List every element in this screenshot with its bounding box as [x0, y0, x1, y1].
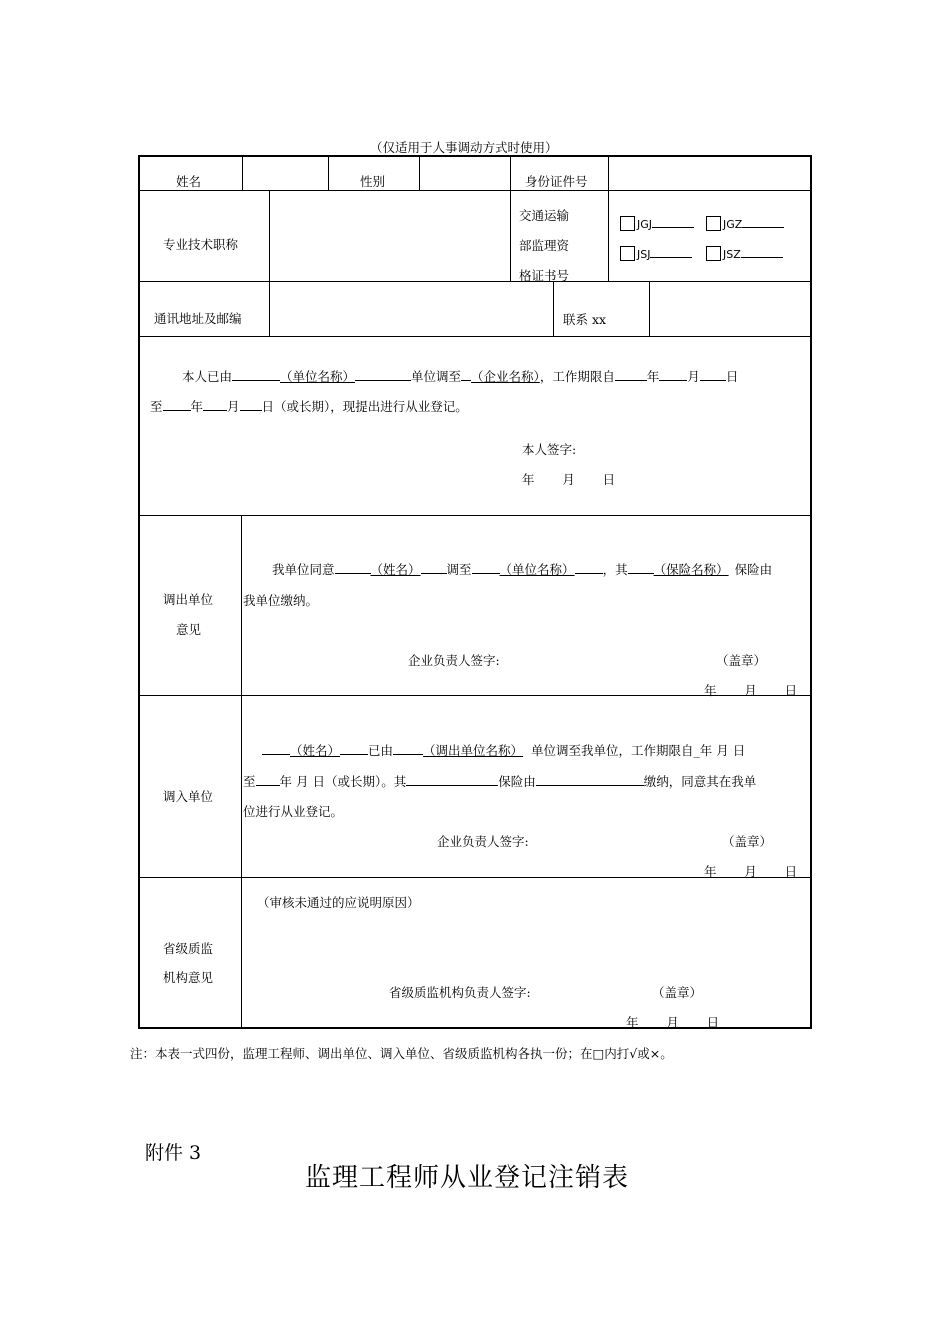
out-unit-stamp: （盖章）	[716, 653, 767, 668]
cert-option-jsz[interactable]: JSZ	[706, 246, 783, 261]
province-label-line2: 机构意见	[163, 970, 214, 985]
self-signature-label: 本人签字:	[522, 442, 577, 457]
province-date: 年 月 日	[626, 1015, 720, 1030]
in-unit-statement-line1: （姓名） 已由 （调出单位名称） 单位调至我单位，工作期限自_年 月 日	[262, 741, 745, 759]
out-unit-date: 年 月 日	[704, 683, 798, 698]
professional-title-field[interactable]	[271, 192, 509, 280]
in-unit-statement-line3: 位进行从业登记。	[243, 804, 344, 819]
cert-label-line2: 部监理资	[519, 238, 570, 253]
out-unit-signature-label: 企业负责人签字:	[408, 653, 500, 668]
gender-field[interactable]	[421, 157, 509, 189]
address-label: 通讯地址及邮编	[154, 311, 242, 326]
checkbox-icon[interactable]	[706, 246, 721, 261]
out-unit-statement-line2: 我单位缴纳。	[243, 593, 319, 608]
cert-option-jgj[interactable]: JGJ	[620, 216, 694, 231]
id-number-label: 身份证件号	[525, 174, 588, 189]
province-label-line1: 省级质监	[163, 941, 214, 956]
contact-label: 联系 xx	[563, 312, 607, 327]
cert-option-jsj[interactable]: JSJ	[620, 246, 692, 261]
out-unit-label-line1: 调出单位	[163, 592, 214, 607]
professional-title-label: 专业技术职称	[163, 237, 239, 252]
gender-label: 性别	[360, 174, 386, 189]
name-label: 姓名	[176, 174, 202, 189]
in-unit-signature-label: 企业负责人签字:	[437, 834, 529, 849]
checkbox-icon[interactable]	[706, 216, 721, 231]
in-unit-statement-line2: 至 年 月 日（或长期）。其 保险由 缴纳，同意其在我单	[243, 774, 757, 789]
attachment-label: 附件 3	[145, 1142, 202, 1164]
document-title: 监理工程师从业登记注销表	[305, 1163, 630, 1193]
contact-field[interactable]	[651, 283, 809, 335]
in-unit-stamp: （盖章）	[722, 834, 773, 849]
name-field[interactable]	[244, 157, 327, 189]
province-stamp: （盖章）	[652, 985, 703, 1000]
footnote: 注：本表一式四份，监理工程师、调出单位、调入单位、省级质监机构各执一份；在□内打√或×。	[130, 1046, 673, 1061]
in-unit-date: 年 月 日	[704, 864, 798, 879]
cert-label-line1: 交通运输	[519, 208, 570, 223]
self-signature-date: 年 月 日	[522, 472, 616, 487]
checkbox-icon[interactable]	[620, 216, 635, 231]
province-hint: （审核未通过的应说明原因）	[257, 895, 420, 910]
cert-label-line3: 格证书号	[519, 268, 570, 283]
out-unit-label-line2: 意见	[176, 622, 202, 637]
self-statement-line2: 至 年 月 日（或长期），现提出进行从业登记。	[150, 399, 468, 414]
checkbox-icon[interactable]	[620, 246, 635, 261]
cert-option-jgz[interactable]: JGZ	[706, 216, 784, 231]
in-unit-label: 调入单位	[163, 789, 214, 804]
out-unit-statement-line1: 我单位同意 （姓名） 调至 （单位名称） ，其 （保险名称） 保险由	[272, 562, 773, 577]
self-statement-line1: 本人已由 （单位名称） 单位调至 （企业名称），工作期限自 年 月 日	[182, 369, 739, 384]
usage-note: （仅适用于人事调动方式时使用）	[370, 140, 558, 155]
address-field[interactable]	[271, 283, 552, 335]
id-number-field[interactable]	[610, 157, 809, 189]
province-signature-label: 省级质监机构负责人签字:	[389, 985, 531, 1000]
